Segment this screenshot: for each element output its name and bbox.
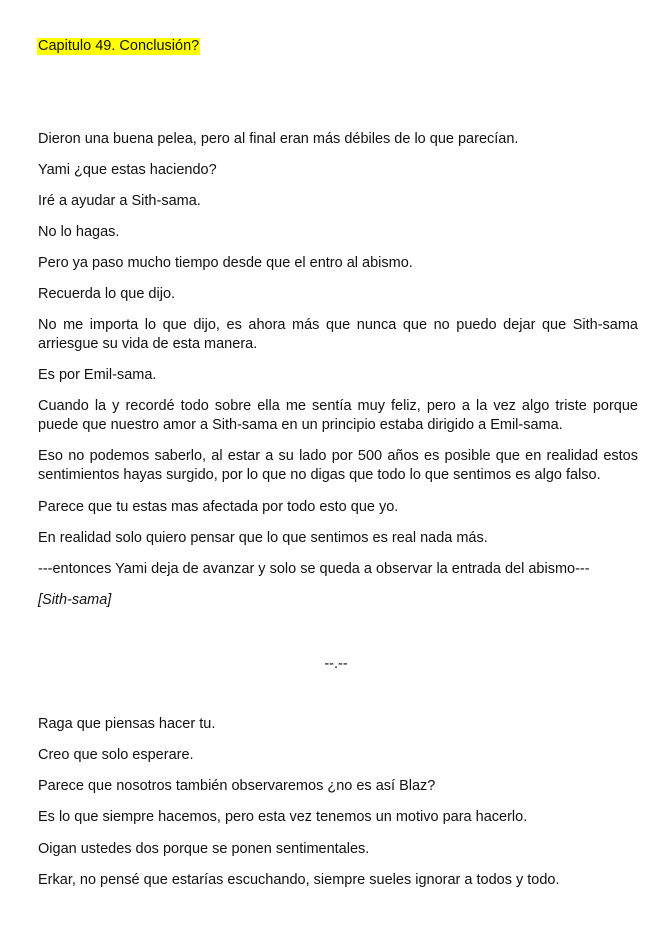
paragraph: Yami ¿que estas haciendo? [38,162,217,178]
paragraph: Iré a ayudar a Sith-sama. [38,193,201,209]
paragraph: Raga que piensas hacer tu. [38,716,216,732]
chapter-title: Capitulo 49. Conclusión? [38,38,200,54]
paragraph: Creo que solo esperare. [38,747,194,763]
paragraph: ---entonces Yami deja de avanzar y solo se queda a observar la entrada del abismo--- [38,561,590,577]
paragraph: Recuerda lo que dijo. [38,286,176,302]
paragraph: En realidad solo quiero pensar que lo que sentimos es real nada más. [38,530,488,546]
paragraph: Dieron una buena pelea, pero al final eran más débiles de lo que parecían. [38,131,519,147]
paragraph: No lo hagas. [38,224,120,240]
paragraph: Oigan ustedes dos porque se ponen sentimentales. [38,841,370,857]
paragraph: Eso no podemos saberlo, al estar a su lado por 500 años es posible que en realidad estos sentimientos hayas surgido, por lo que no digas que todo lo que sentimos es algo falso. [38,448,638,483]
paragraph: Pero ya paso mucho tiempo desde que el entro al abismo. [38,255,413,271]
paragraph: [Sith-sama] [38,592,112,608]
paragraph: Cuando la y recordé todo sobre ella me sentía muy feliz, pero a la vez algo triste porque puede que nuestro amor a Sith-sama en un principio estaba dirigido a Emil-sama. [38,398,638,433]
paragraph: Es lo que siempre hacemos, pero esta vez tenemos un motivo para hacerlo. [38,809,528,825]
paragraph: Parece que tu estas mas afectada por todo esto que yo. [38,499,399,515]
paragraph: Parece que nosotros también observaremos ¿no es así Blaz? [38,778,436,794]
paragraph: Es por Emil-sama. [38,367,157,383]
paragraph: No me importa lo que dijo, es ahora más que nunca que no puedo dejar que Sith-sama arriesgue su vida de esta manera. [38,317,638,352]
paragraph: Erkar, no pensé que estarías escuchando, siempre sueles ignorar a todos y todo. [38,872,560,888]
scene-separator: --.-- [324,656,348,672]
